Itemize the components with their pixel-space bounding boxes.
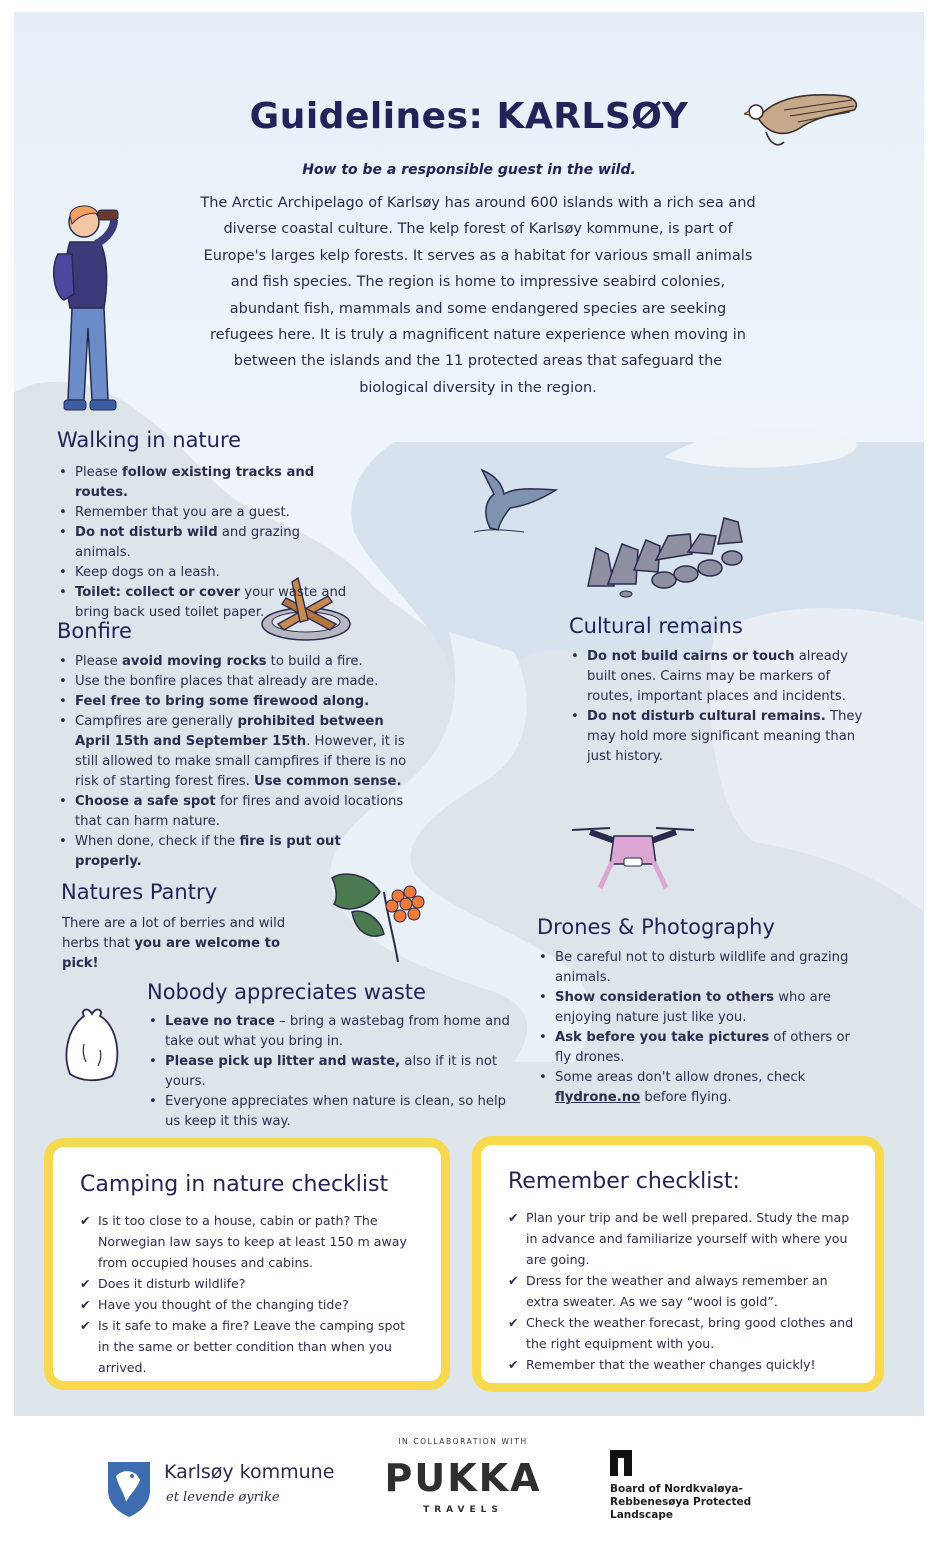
list-item <box>147 1052 522 1092</box>
text-segment: Remember that you are a guest. <box>75 505 290 520</box>
rocks-icon <box>584 514 748 598</box>
text-segment: avoid moving rocks <box>122 654 267 669</box>
cultural-heading: Cultural remains <box>569 614 743 638</box>
text-segment: Everyone appreciates when nature is clean, so help us keep it this way. <box>165 1094 507 1129</box>
text-segment: you are welcome to pick! <box>62 936 281 971</box>
text-segment: Use common sense. <box>253 774 402 789</box>
text-segment: Some areas don't allow drones, check <box>555 1070 806 1085</box>
list-item <box>57 523 357 563</box>
flydrone-link[interactable]: flydrone.no <box>555 1090 641 1105</box>
checklist-item <box>80 1210 415 1273</box>
text-segment: Please <box>75 654 122 669</box>
text-segment: before flying. <box>640 1090 732 1105</box>
text-segment: for fires and avoid locations that can harm nature. <box>75 794 404 829</box>
text-segment: Ask before you take pictures <box>555 1030 770 1045</box>
checklist-item <box>508 1354 860 1375</box>
list-item <box>57 652 407 672</box>
text-segment: There are a lot of berries and wild herbs that <box>62 916 286 951</box>
text-segment: to build a fire. <box>266 654 363 669</box>
text-segment: Use the bonfire places that already are made. <box>75 674 379 689</box>
list-item <box>147 1012 522 1052</box>
text-segment: They may hold more significant meaning than just history. <box>587 709 863 764</box>
walking-list <box>57 463 357 623</box>
drones-list <box>537 948 862 1108</box>
text-segment: Do not disturb wild <box>75 525 218 540</box>
pantry-text <box>62 914 312 974</box>
list-item <box>57 712 407 792</box>
drones-heading: Drones & Photography <box>537 915 775 939</box>
list-item <box>537 988 862 1028</box>
text-segment: Campfires are generally <box>75 714 238 729</box>
checklist-text: Plan your trip and be well prepared. Study the map in advance and familiarize yourself with where you are going. <box>526 1210 850 1267</box>
list-item <box>57 583 357 623</box>
list-item <box>537 1068 862 1108</box>
bonfire-heading: Bonfire <box>57 619 132 643</box>
hiker-icon <box>50 198 130 418</box>
list-item <box>57 792 407 832</box>
waste-heading: Nobody appreciates waste <box>147 980 426 1004</box>
text-segment: your waste and bring back used toilet paper. <box>75 585 347 620</box>
checkmark-icon: ✔ <box>508 1357 519 1372</box>
text-segment: of others or fly drones. <box>555 1030 850 1065</box>
list-item <box>57 832 407 872</box>
text-segment: Do not disturb cultural remains. <box>587 709 826 724</box>
bonfire-list <box>57 652 407 872</box>
list-item <box>537 1028 862 1068</box>
checklist-item <box>80 1315 415 1378</box>
text-segment: fire is put out properly. <box>75 834 341 869</box>
pukka-subtitle: TRAVELS <box>423 1505 503 1515</box>
remember-checklist <box>508 1207 860 1375</box>
text-segment: follow existing tracks and routes. <box>75 465 315 500</box>
protected-landscape-board: Board of Nordkvaløya-Rebbenesøya Protected Landscape <box>610 1483 752 1521</box>
checklist-text: Is it too close to a house, cabin or path? The Norwegian law says to keep at least 150 m away from occupied houses and cabins. <box>98 1213 407 1270</box>
remember-heading: Remember checklist: <box>508 1169 740 1194</box>
camping-heading: Camping in nature checklist <box>80 1172 389 1197</box>
checklist-text: Remember that the weather changes quickly! <box>526 1357 816 1372</box>
list-item <box>569 707 874 767</box>
text-segment: and grazing animals. <box>75 525 301 560</box>
camping-checklist-card <box>44 1138 450 1390</box>
list-item <box>147 1092 522 1132</box>
waste-list <box>147 1012 522 1132</box>
cloudberry-icon <box>328 868 430 964</box>
text-segment: – bring a wastebag from home and take out what you bring in. <box>165 1014 510 1049</box>
checkmark-icon: ✔ <box>508 1315 519 1330</box>
text-segment: Toilet: collect or cover <box>75 585 241 600</box>
text-segment: Please pick up litter and waste, <box>165 1054 401 1069</box>
list-item <box>537 948 862 988</box>
pukka-logo: PUKKA <box>384 1456 542 1500</box>
cultural-list <box>569 647 874 767</box>
walking-heading: Walking in nature <box>57 428 242 452</box>
text-segment: Do not build cairns or touch <box>587 649 795 664</box>
text-segment: also if it is not yours. <box>165 1054 498 1089</box>
text-segment: who are enjoying nature just like you. <box>555 990 831 1025</box>
checkmark-icon: ✔ <box>80 1297 91 1312</box>
checklist-text: Check the weather forecast, bring good clothes and the right equipment with you. <box>526 1315 854 1351</box>
remember-checklist-card <box>472 1136 884 1392</box>
text-segment: prohibited between April 15th and September 15th <box>75 714 384 749</box>
park-logo-icon <box>610 1450 632 1476</box>
list-item <box>57 672 407 692</box>
whale-tail-icon <box>470 466 566 536</box>
intro-paragraph: The Arctic Archipelago of Karlsøy has around 600 islands with a rich sea and diverse coastal culture. The kelp forest of Karlsøy kommune, is part of Europe's larges kelp forests. It serves as a habitat for various small animals and fish species. The region is home to impressive seabird colonies, abundant fish, mammals and some endangered species are seeking refugees here. It is truly a magnificent nature experience when moving in between the islands and the 11 protected areas that safeguard the biological diversity in the region. <box>200 195 756 396</box>
text-segment: Be careful not to disturb wildlife and grazing animals. <box>555 950 849 985</box>
checklist-text: Is it safe to make a fire? Leave the camping spot in the same or better condition than when you arrived. <box>98 1318 406 1375</box>
karlsoy-tagline: et levende øyrike <box>166 1490 280 1505</box>
checklist-text: Have you thought of the changing tide? <box>98 1297 349 1312</box>
checkmark-icon: ✔ <box>80 1213 91 1228</box>
checklist-item <box>508 1270 860 1312</box>
text-segment: Feel free to bring some firewood along. <box>75 694 370 709</box>
text-segment: Leave no trace <box>165 1014 275 1029</box>
camping-checklist <box>80 1210 415 1378</box>
page-subtitle: How to be a responsible guest in the wild. <box>302 162 636 178</box>
checkmark-icon: ✔ <box>508 1273 519 1288</box>
text-segment: Choose a safe spot <box>75 794 216 809</box>
text-segment: already built ones. Cairns may be markers of routes, important places and incidents. <box>587 649 848 704</box>
list-item <box>57 563 357 583</box>
text-segment: When done, check if the <box>75 834 240 849</box>
list-item <box>57 692 407 712</box>
list-item <box>569 647 874 707</box>
eagle-icon <box>744 88 862 154</box>
collaboration-label: IN COLLABORATION WITH <box>398 1437 528 1446</box>
checkmark-icon: ✔ <box>80 1318 91 1333</box>
checklist-item <box>80 1273 415 1294</box>
checkmark-icon: ✔ <box>508 1210 519 1225</box>
page-title: Guidelines: KARLSØY <box>249 96 689 137</box>
checkmark-icon: ✔ <box>80 1276 91 1291</box>
checklist-item <box>80 1294 415 1315</box>
list-item <box>57 463 357 503</box>
drone-icon <box>570 822 696 896</box>
pantry-heading: Natures Pantry <box>61 880 218 904</box>
coat-of-arms-icon <box>106 1460 152 1518</box>
bottom-band <box>14 1392 924 1416</box>
text-segment: Please <box>75 465 122 480</box>
list-item <box>57 503 357 523</box>
wastebag-icon <box>62 1004 124 1082</box>
karlsoy-brand-name: Karlsøy kommune <box>164 1461 335 1483</box>
checklist-item <box>508 1312 860 1354</box>
checklist-text: Does it disturb wildlife? <box>98 1276 246 1291</box>
text-segment: Show consideration to others <box>555 990 775 1005</box>
text-segment: . However, it is still allowed to make small campfires if there is no risk of starting forest fires. <box>75 734 407 789</box>
checklist-item <box>508 1207 860 1270</box>
text-segment: Keep dogs on a leash. <box>75 565 220 580</box>
checklist-text: Dress for the weather and always remember an extra sweater. As we say “wool is gold”. <box>526 1273 828 1309</box>
